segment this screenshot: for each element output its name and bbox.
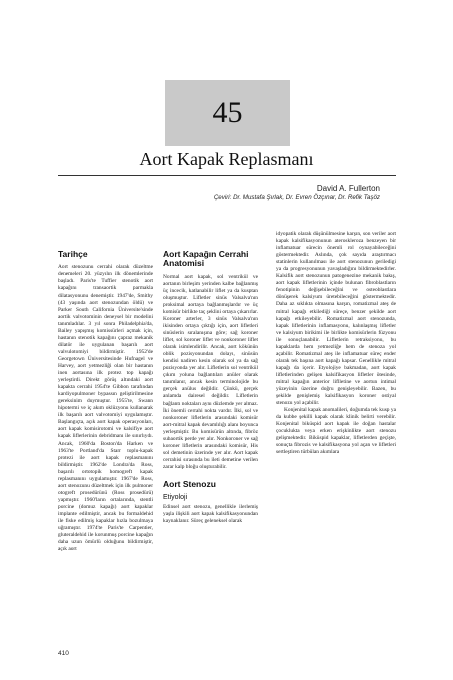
etiology-continued-paragraph: idyopatik olarak düşünülmesine karşın, son veriler aort kapak kalsifikasyonunun ateroskleroza benzeyen bir inflamatuar sürecin önemli rol oynayabileceğini göstermektedir. Aslında, çok sayıda araştırmacı statinlerin kullanılması ile aort stenozunun geriledigi ya da progresyonunun yavaşladığını bildirmektedirler. Kalsifik aort stenozunun patogenezine mekanik bakış, aort kapak lifletlerinin içinde bulunan fibroblastların fenotipinin değişebileceğini ve osteoblastlara dönüşerek kalsiyum üretebileceğini göstermektedir. Daha az sıklıkta olmasına karşın, romatizmal ateş de mitral kapağı etkilediği süreçe, benzer şekilde aort kapağı etkileyebilir. Romatizmal aort stenozunda, kapak lifletlerinin inflamasyonu, kalınlaşmış lifletler ve kalsiyum birikimi ile birlikte komisürlerin füzyonu ile sonuçlanabilir. Lifletlerin retraksiyonu, bu kapaklarda hem yetmezliğe hem de stenoza yol açabilir. Romatizmal ateş ile inflamatuar süreç ender olarak tek başına aort kapağı kapsar. Genellikle mitral kapağı da içerir. Etyolojiye bakmadan, aort kapak lifletlerinden gelişen kalsifikasyon lifletler ötesinde, mitral kapağın anterior liflletine ve aortun intimal yüzeyinin üzerine doğru genişleyebilir. Bazen, bu şekilde genişlemiş kalsifikasyon koroner ostiyal stenozu yol açabilir. [276, 231, 396, 407]
section-heading-history: Tarihçe [58, 249, 88, 259]
column-right [276, 231, 396, 457]
section-heading-stenosis: Aort Stenozu [163, 479, 216, 489]
column-middle [163, 250, 258, 525]
section-heading-anatomy: Aort Kapağın Cerrahi Anatomisi [163, 249, 249, 269]
page-number: 410 [58, 650, 69, 657]
history-paragraph: Aort stenozunu cerrahi olarak düzeltme denemeleri 20. yüzyılın ilk dönemlerinde başladı. Paris'te Tuffier stenotik aort kapağını transaortik parmakla dilatasyonunu denemiştir. 1947'de, Smithy (43 yaşında aort stenozundan öldü) ve Parker South California Üniversite'sinde aortik valvotominin deneysel bir modelini tanımladılar. 3 yıl sonra Philadelphia'da, Bailey yapışmış komissürleri açmak için, hastanın stenotik kapağını çapraz mekanik dilatör ile uygulanan başarılı aort valvulotomiyi bildirmiştir. 1952'de Georgetown Üniversitesinde Hufnagel ve Harvey, aort yetmezliği olan bir hastanın inen aortasına ilk protez top kapağı yerleştirdi. Direkt görüş altındaki aort kapakta cerrahi 1954'te Gibbon tarafından kardiyopulmoner bypassın geliştirilmesine gereksinim duymuştur. 1955'te, Swann hipotermi ve iç akım oklüzyonu kullanarak ilk başarılı aort valvotomiyi uygulamıştır. Başlangıçta, açık aort kapak operasyonları, aort kapak komisirotomi ve kalsifiye aort kapak liflerlerinin debridmanı ile sınırlıydı. Ancak, 1960'da Boston'da Harken ve 1963'te Portland'da Starr toplu-kapak protezi ile aort kapak replasmanını bildirmiştir. 1962'de Londra'da Ross, başarılı ortotopik homogreft kapak replasmanını uygulamıştır. 1967'de Ross, aort stenozunu düzeltmek için ilk pulmoner otogreft prosedürünü (Ross prosedürü) yapmıştır. 1960'ların ortalarında, stentli porcine (domuz kapağı) aort kapaklar implante edilmiştir, ancak bu formaldehid ile fiske edilmiş kapaklar hızla bozulmaya uğramıştır. 1974'te Paris'te Carpentier, gluteraldehid ile korunmuş porcine kapağın daha uzun ömürlü olduğunu bildirmiştir, açık aort [58, 264, 153, 553]
subheading-etiology: Etiyoloji [163, 494, 188, 502]
chapter-number-box [165, 80, 290, 146]
title-divider [58, 175, 396, 176]
stenosis-paragraph: Edinsel aort stenozu, genellikle ilerlemiş yaşla ilişkili aort kapak kalsifikasyonundan kaynaklanır. Süreç geleneksel olarak [163, 504, 258, 525]
chapter-title: Aort Kapak Replasmanı [139, 149, 314, 169]
column-left [58, 250, 153, 553]
author-name: David A. Fullerton [316, 184, 380, 193]
anatomy-paragraph: Normal aort kapak, sol ventrikül ve aortanın birleşim yerinden kalbe bağlanmış üç incecik, katlanabilir liflet ya da kusptan oluşmuştur. Lifletler sinüs Valsalva'nın proksimal aortaya bağlanmışlardır ve üç komisür birlikte taç şeklini ortaya çıkarırlar. Koroner arterler, 3 sinüs Valsalva'nın ikisinden ortaya çıktığı için, aort lifletleri sinüslerin sıralanışına göre; sağ koroner liflet, sol koroner liflet ve nonkoroner liflet olarak isimlendirilir. Ancak, aort kökünün oblik pozisyonundan dolayı, sinüsün kendisi nadiren kesin olarak sol ya da sağ pozisyonda yer alır. Lifletlerin sol ventrikül çıkım yoluna bağlantıları anüler olarak tanımlanır, ancak kesin terminolojide bu gerçek anülus değildir. Çünkü, gerçek anlamda dairesel değildir. Lifletlerin bağlantı noktaları aynı düzlemde yer almaz. İki önemli cerrahi nokta vardır. İlki, sol ve nonkoroner lifletlerin arasındaki komisür aort-mitral kapak devamlılığı alanı boyunca yerleşmiştir. Bu komisürün altında, fibröz subaortik perde yer alır. Nonkoroner ve sağ koroner lifletlerin arasındaki komisür, His sol demetinin üzerinde yer alır. Aort kapak cerrahisi sırasında bu ileti demetine verilen zarar kalp bloğu oluşturabilir. [163, 273, 258, 470]
congenital-paragraph: Konjenital kapak anomalileri, doğumda tek kusp ya da kubbe şekilli kapak olarak klinik belirti verebilir. Konjenital biküspid aort kapak ile doğan hastalar çocuklukta veya erken erişkinlikte aort stenozu gelişmektedir. Biküspid kapaklar, lifletlerden geçişte, sonuçta fibrozis ve kalsifikasyona yol açan ve lifletleri sertleştiren türbülan akımlara [276, 407, 396, 456]
translators-line: Çeviri: Dr. Mustafa Şırlak, Dr. Evren Özçınar, Dr. Refik Taşöz [213, 194, 380, 201]
chapter-number: 45 [212, 96, 243, 129]
